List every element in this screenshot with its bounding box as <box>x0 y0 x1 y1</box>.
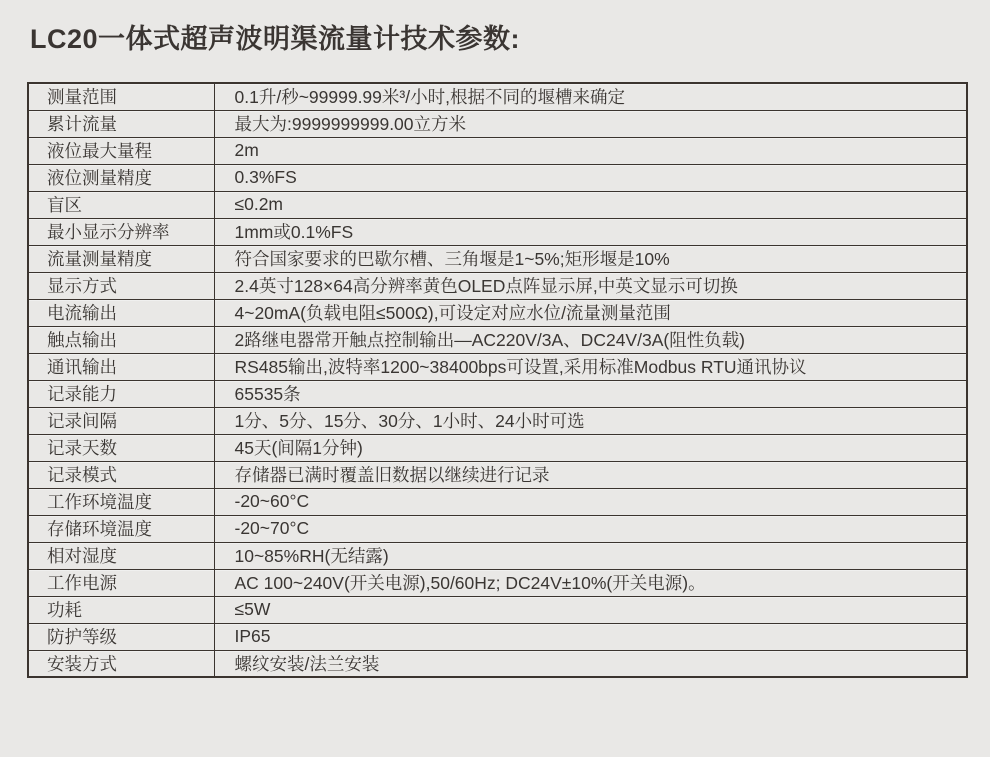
table-row <box>28 137 967 164</box>
spec-label: 工作环境温度 <box>28 488 214 515</box>
spec-value: 螺纹安装/法兰安装 <box>214 650 967 677</box>
table-row <box>28 164 967 191</box>
table-row <box>28 218 967 245</box>
spec-label: 显示方式 <box>28 272 214 299</box>
spec-label: 通讯输出 <box>28 353 214 380</box>
table-row <box>28 110 967 137</box>
spec-value: 4~20mA(负载电阻≤500Ω),可设定对应水位/流量测量范围 <box>214 299 967 326</box>
spec-label: 盲区 <box>28 191 214 218</box>
spec-label: 累计流量 <box>28 110 214 137</box>
spec-label: 液位测量精度 <box>28 164 214 191</box>
table-row <box>28 272 967 299</box>
spec-label: 记录模式 <box>28 461 214 488</box>
table-row <box>28 326 967 353</box>
spec-label: 安装方式 <box>28 650 214 677</box>
page-title: LC20一体式超声波明渠流量计技术参数: <box>30 24 521 54</box>
spec-value: RS485输出,波特率1200~38400bps可设置,采用标准Modbus RTU通讯协议 <box>214 353 967 380</box>
spec-label: 液位最大量程 <box>28 137 214 164</box>
spec-value: 2.4英寸128×64高分辨率黄色OLED点阵显示屏,中英文显示可切换 <box>214 272 967 299</box>
table-row <box>28 596 967 623</box>
spec-label: 电流输出 <box>28 299 214 326</box>
spec-label: 功耗 <box>28 596 214 623</box>
table-row <box>28 542 967 569</box>
spec-value: -20~60°C <box>214 488 967 515</box>
spec-label: 最小显示分辨率 <box>28 218 214 245</box>
spec-label: 工作电源 <box>28 569 214 596</box>
spec-value: 符合国家要求的巴歇尔槽、三角堰是1~5%;矩形堰是10% <box>214 245 967 272</box>
spec-value: 存储器已满时覆盖旧数据以继续进行记录 <box>214 461 967 488</box>
spec-value: IP65 <box>214 623 967 650</box>
spec-label: 记录能力 <box>28 380 214 407</box>
spec-label: 触点输出 <box>28 326 214 353</box>
spec-value: 10~85%RH(无结露) <box>214 542 967 569</box>
spec-value: AC 100~240V(开关电源),50/60Hz; DC24V±10%(开关电源)。 <box>214 569 967 596</box>
table-row <box>28 434 967 461</box>
spec-value: 45天(间隔1分钟) <box>214 434 967 461</box>
table-row <box>28 569 967 596</box>
table-row <box>28 650 967 677</box>
spec-label: 存储环境温度 <box>28 515 214 542</box>
spec-value: 65535条 <box>214 380 967 407</box>
spec-value: 2m <box>214 137 967 164</box>
table-row <box>28 623 967 650</box>
spec-value: 0.1升/秒~99999.99米³/小时,根据不同的堰槽来确定 <box>214 83 967 110</box>
spec-label: 测量范围 <box>28 83 214 110</box>
spec-label: 相对湿度 <box>28 542 214 569</box>
spec-label: 防护等级 <box>28 623 214 650</box>
spec-label: 记录间隔 <box>28 407 214 434</box>
table-row <box>28 245 967 272</box>
spec-value: 2路继电器常开触点控制输出—AC220V/3A、DC24V/3A(阻性负载) <box>214 326 967 353</box>
spec-value: 0.3%FS <box>214 164 967 191</box>
table-row <box>28 191 967 218</box>
table-row <box>28 488 967 515</box>
spec-label: 流量测量精度 <box>28 245 214 272</box>
table-row <box>28 515 967 542</box>
spec-value: 1分、5分、15分、30分、1小时、24小时可选 <box>214 407 967 434</box>
spec-value: 最大为:9999999999.00立方米 <box>214 110 967 137</box>
table-row <box>28 83 967 110</box>
table-row <box>28 353 967 380</box>
table-row <box>28 461 967 488</box>
table-row <box>28 380 967 407</box>
spec-value: 1mm或0.1%FS <box>214 218 967 245</box>
spec-table <box>27 82 968 678</box>
spec-value: ≤5W <box>214 596 967 623</box>
spec-value: ≤0.2m <box>214 191 967 218</box>
spec-label: 记录天数 <box>28 434 214 461</box>
table-row <box>28 299 967 326</box>
spec-value: -20~70°C <box>214 515 967 542</box>
table-row <box>28 407 967 434</box>
